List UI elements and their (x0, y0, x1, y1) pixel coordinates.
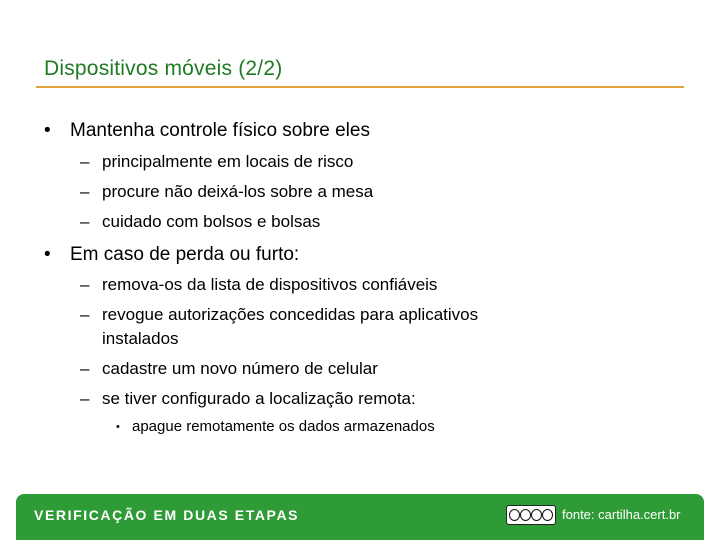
title-divider (36, 86, 684, 88)
share-alike-icon (542, 509, 553, 521)
dash-marker: – (80, 212, 90, 231)
no-dollar-icon (531, 509, 542, 521)
sub-sub-bullet-text: apague remotamente os dados armazenados (132, 418, 435, 435)
bullet-text: Em caso de perda ou furto: (70, 244, 300, 265)
bullet-text: Mantenha controle físico sobre eles (70, 120, 370, 141)
sub-bullet-text: principalmente em locais de risco (102, 152, 354, 171)
sub-bullet-text: cuidado com bolsos e bolsas (102, 212, 321, 231)
cc-circle-icon (509, 509, 520, 521)
bullet-marker: • (116, 421, 120, 433)
dash-marker: – (80, 389, 90, 408)
slide-title: Dispositivos móveis (2/2) (44, 57, 283, 80)
dash-marker: – (80, 275, 90, 294)
footer-bar (16, 494, 704, 540)
bullet-marker: • (44, 244, 51, 265)
dash-marker: – (80, 359, 90, 378)
sub-bullet-text: procure não deixá-los sobre a mesa (102, 182, 374, 201)
bullet-marker: • (44, 120, 51, 141)
dash-marker: – (80, 305, 90, 324)
creative-commons-by-nc-sa-icon (506, 505, 556, 525)
sub-bullet-text: remova-os da lista de dispositivos confiáveis (102, 275, 438, 294)
dash-marker: – (80, 152, 90, 171)
sub-bullet-text: cadastre um novo número de celular (102, 359, 378, 378)
sub-bullet-text: se tiver configurado a localização remota: (102, 389, 416, 408)
footer-title: VERIFICAÇÃO EM DUAS ETAPAS (34, 507, 300, 523)
sub-bullet-text: instalados (102, 329, 179, 348)
sub-bullet-text: revogue autorizações concedidas para aplicativos (102, 305, 479, 324)
dash-marker: – (80, 182, 90, 201)
person-icon (520, 509, 531, 521)
footer-source: fonte: cartilha.cert.br (562, 507, 681, 522)
